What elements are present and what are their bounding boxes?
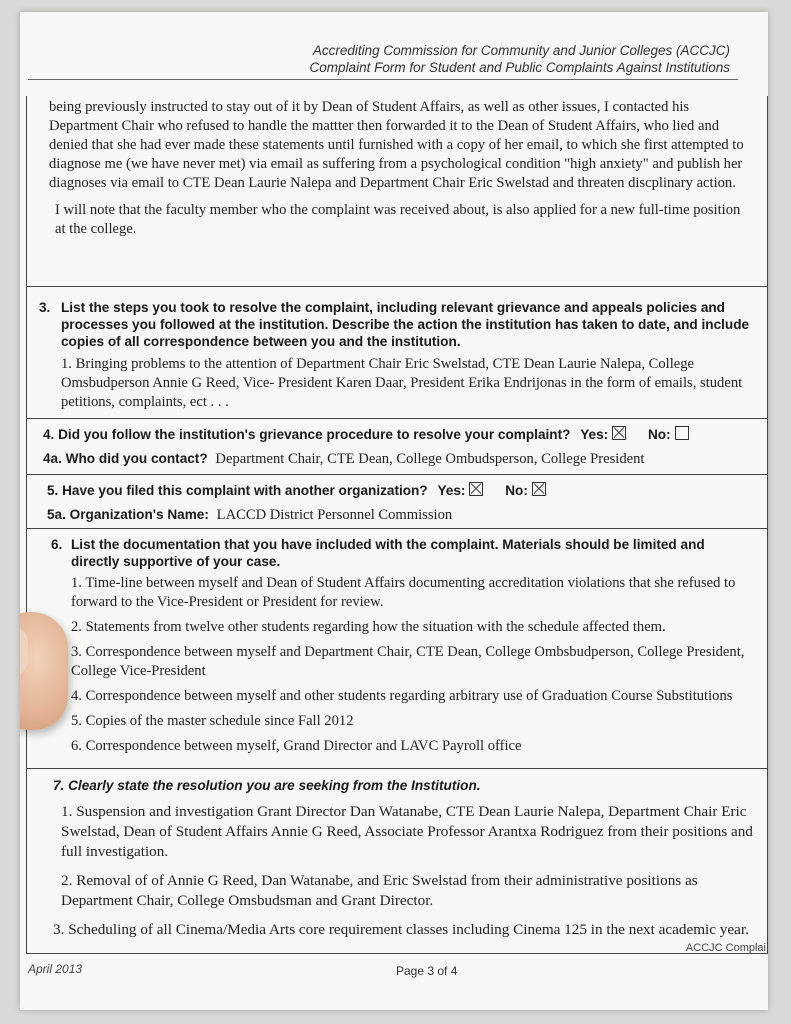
- divider: [27, 768, 767, 769]
- header-line-2: Complaint Form for Student and Public Complaints Against Institutions: [309, 60, 730, 75]
- question-4-no-label: No:: [647, 427, 671, 442]
- question-4a-text: 4a. Who did you contact?: [43, 451, 208, 466]
- question-3: [39, 299, 751, 350]
- complaint-form: [26, 96, 768, 954]
- question-7-list: [53, 802, 761, 940]
- list-item: 4. Correspondence between myself and other students regarding arbitrary use of Graduation Course Substitutions: [71, 688, 733, 704]
- question-5a-section: [27, 506, 767, 524]
- list-item: 2. Statements from twelve other students regarding how the situation with the schedule affected them.: [71, 619, 666, 635]
- question-3-section: [27, 299, 767, 412]
- divider: [27, 418, 767, 419]
- question-5-no-checkbox[interactable]: [532, 482, 546, 496]
- header-divider: [28, 79, 738, 80]
- continued-paragraph-2: I will note that the faculty member who the complaint was received about, is also applied for a new full-time position at the college.: [55, 202, 741, 237]
- thumb-image: [20, 612, 68, 730]
- question-5-no-label: No:: [505, 483, 528, 498]
- question-5a-text: 5a. Organization's Name:: [47, 507, 209, 522]
- list-item: 2. Removal of of Annie G Reed, Dan Watanabe, and Eric Swelstad from their administrative positions as Department Chair, College Omsbudsman and Grant Director.: [61, 872, 698, 909]
- continued-paragraph-1: being previously instructed to stay out of it by Dean of Student Affairs, as well as other issues, I contacted his Department Chair who refused to handle the mattter then forwarded it to the Dean of Student Affairs, who lied and denied that she had ever made these statements until furnished with a copy of her email, to which she first attempted to diagnose me (we have never met) via email as suffering from a psychological condition "high anxiety" and publish her diagnoses via email to CTE Dean Laurie Nalepa and Department Chair Eric Swelstad and threaten discplinary action.: [49, 99, 744, 191]
- divider: [27, 474, 767, 475]
- question-6-number: 6.: [51, 537, 63, 552]
- page-number: Page 3 of 4: [396, 964, 458, 978]
- list-item: 3. Correspondence between myself and Department Chair, CTE Dean, College Ombsbudperson, College President, College Vice-President: [71, 644, 745, 679]
- list-item: 1. Suspension and investigation Grant Director Dan Watanabe, CTE Dean Laurie Nalepa, Department Chair Eric Swelstad, Dean of Student Affairs Annie G Reed, Associate Professor Arantxa Rodriguez from their positions and full investigation.: [61, 803, 753, 860]
- question-4-yes-label: Yes:: [580, 427, 609, 442]
- question-4a-section: [27, 450, 767, 468]
- question-5-section: [27, 482, 767, 499]
- list-item: 3. Scheduling of all Cinema/Media Arts core requirement classes including Cinema 125 in the next academic year.: [53, 921, 749, 938]
- question-4-no-checkbox[interactable]: [675, 426, 689, 440]
- list-item: 1. Time-line between myself and Dean of Student Affairs documenting accreditation violations that she refused to forward to the Vice-President or President for review.: [71, 575, 736, 610]
- question-7-text: 7. Clearly state the resolution you are seeking from the Institution.: [53, 778, 481, 793]
- question-3-number: 3.: [39, 300, 51, 315]
- divider: [27, 286, 767, 287]
- divider: [27, 528, 767, 529]
- question-4a-answer: Department Chair, CTE Dean, College Ombudsperson, College President: [215, 451, 645, 467]
- form-header: [310, 42, 730, 76]
- question-6-section: [27, 536, 767, 762]
- document-page: [20, 12, 768, 1010]
- question-5-yes-checkbox[interactable]: [469, 482, 483, 496]
- question-4-text: 4. Did you follow the institution's grievance procedure to resolve your complaint?: [43, 427, 571, 442]
- question-4-yes-checkbox[interactable]: [612, 426, 626, 440]
- question-5a-answer: LACCD District Personnel Commission: [216, 507, 453, 523]
- list-item: 6. Correspondence between myself, Grand Director and LAVC Payroll office: [71, 738, 522, 754]
- question-6-list: [51, 574, 755, 756]
- header-line-1: Accrediting Commission for Community and Junior Colleges (ACCJC): [312, 43, 730, 58]
- question-7-section: [27, 777, 767, 946]
- question-5-yes-label: Yes:: [437, 483, 466, 498]
- list-item: 5. Copies of the master schedule since Fall 2012: [71, 713, 354, 729]
- footer-form-label: ACCJC Complai: [685, 942, 766, 954]
- thumbnail: [20, 626, 28, 676]
- question-6: [51, 536, 755, 570]
- question-4-section: [27, 426, 767, 443]
- question-3-text: List the steps you took to resolve the complaint, including relevant grievance and appeals policies and processes you followed at the institution. Describe the action the institution has taken to date, and include copies of all correspondence between you and the institution.: [61, 300, 750, 349]
- question-3-answer: 1. Bringing problems to the attention of Department Chair Eric Swelstad, CTE Dean Laurie Nalepa, College Omsbudperson Annie G Reed, Vice- President Karen Daar, President Erika Endrijonas in the form of emails, student petitions, complaints, ect . . .: [61, 356, 743, 410]
- question-5-text: 5. Have you filed this complaint with another organization?: [47, 483, 428, 498]
- footer-date: April 2013: [28, 962, 83, 976]
- continued-section: [27, 98, 767, 239]
- question-6-text: List the documentation that you have included with the complaint. Materials should be limited and directly supportive of your case.: [71, 537, 705, 569]
- divider: [27, 953, 767, 954]
